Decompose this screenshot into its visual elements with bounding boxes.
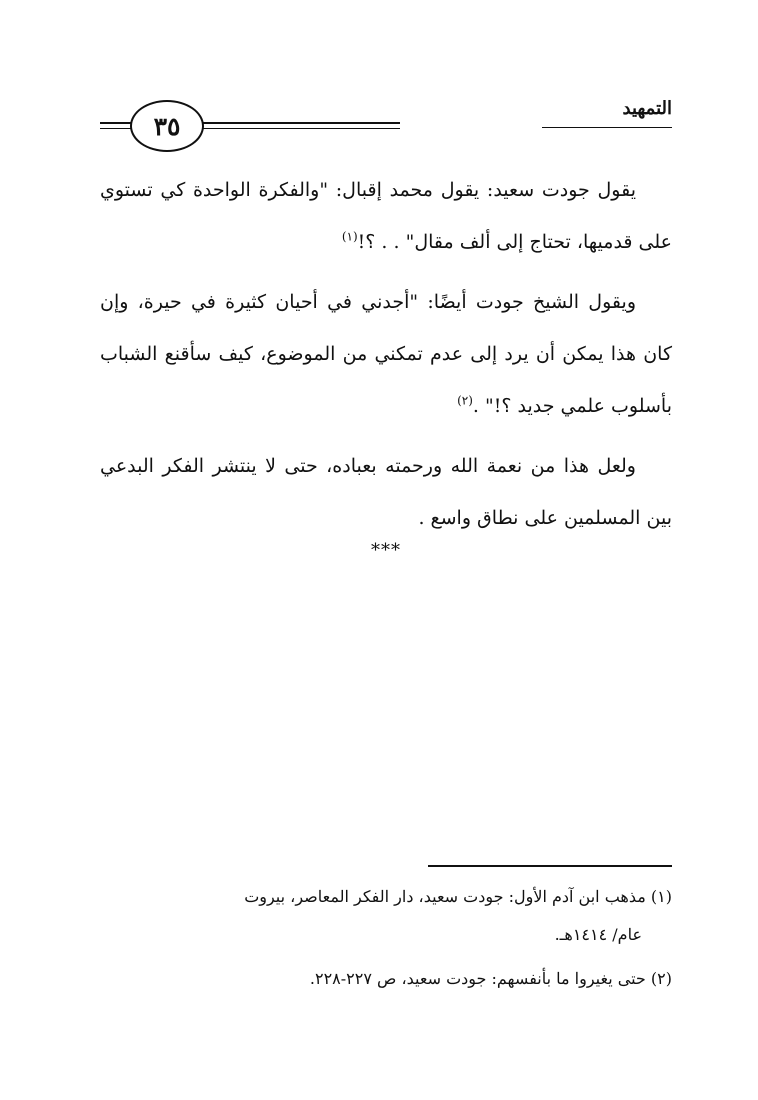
paragraph-1-text: يقول جودت سعيد: يقول محمد إقبال: "والفكرة الواحدة كي تستوي على قدميها، تحتاج إلى ألف مقال" . . ؟! xyxy=(100,179,672,253)
paragraph-1 xyxy=(100,164,672,268)
section-separator: *** xyxy=(371,540,401,561)
page-header xyxy=(100,96,672,156)
footnote-ref-2: (٢) xyxy=(457,393,473,408)
paragraph-2 xyxy=(100,276,672,432)
footnote-1-line-1: (١) مذهب ابن آدم الأول: جودت سعيد، دار الفكر المعاصر، بيروت xyxy=(244,887,672,906)
page-number: ٣٥ xyxy=(130,100,204,152)
paragraph-2-text: ويقول الشيخ جودت أيضًا: "أجدني في أحيان كثيرة في حيرة، وإن كان هذا يمكن أن يرد إلى عدم تمكني من الموضوع، كيف سأقنع الشباب بأسلوب علمي جديد ؟!" . xyxy=(100,291,672,417)
footnote-rule xyxy=(428,865,672,867)
footnote-1-line-2: عام/ ١٤١٤هـ. xyxy=(554,925,642,944)
footnote-2: (٢) حتى يغيروا ما بأنفسهم: جودت سعيد، ص ٢٢٧-٢٢٨. xyxy=(309,969,672,988)
main-text xyxy=(100,164,672,552)
footnotes xyxy=(100,878,672,1004)
paragraph-3-text: ولعل هذا من نعمة الله ورحمته بعباده، حتى لا ينتشر الفكر البدعي بين المسلمين على نطاق واسع . xyxy=(100,455,672,529)
chapter-title: التمهيد xyxy=(622,98,672,119)
paragraph-3 xyxy=(100,440,672,544)
footnote-1 xyxy=(100,878,672,954)
chapter-title-underline xyxy=(542,124,672,128)
footnote-ref-1: (١) xyxy=(341,229,358,244)
